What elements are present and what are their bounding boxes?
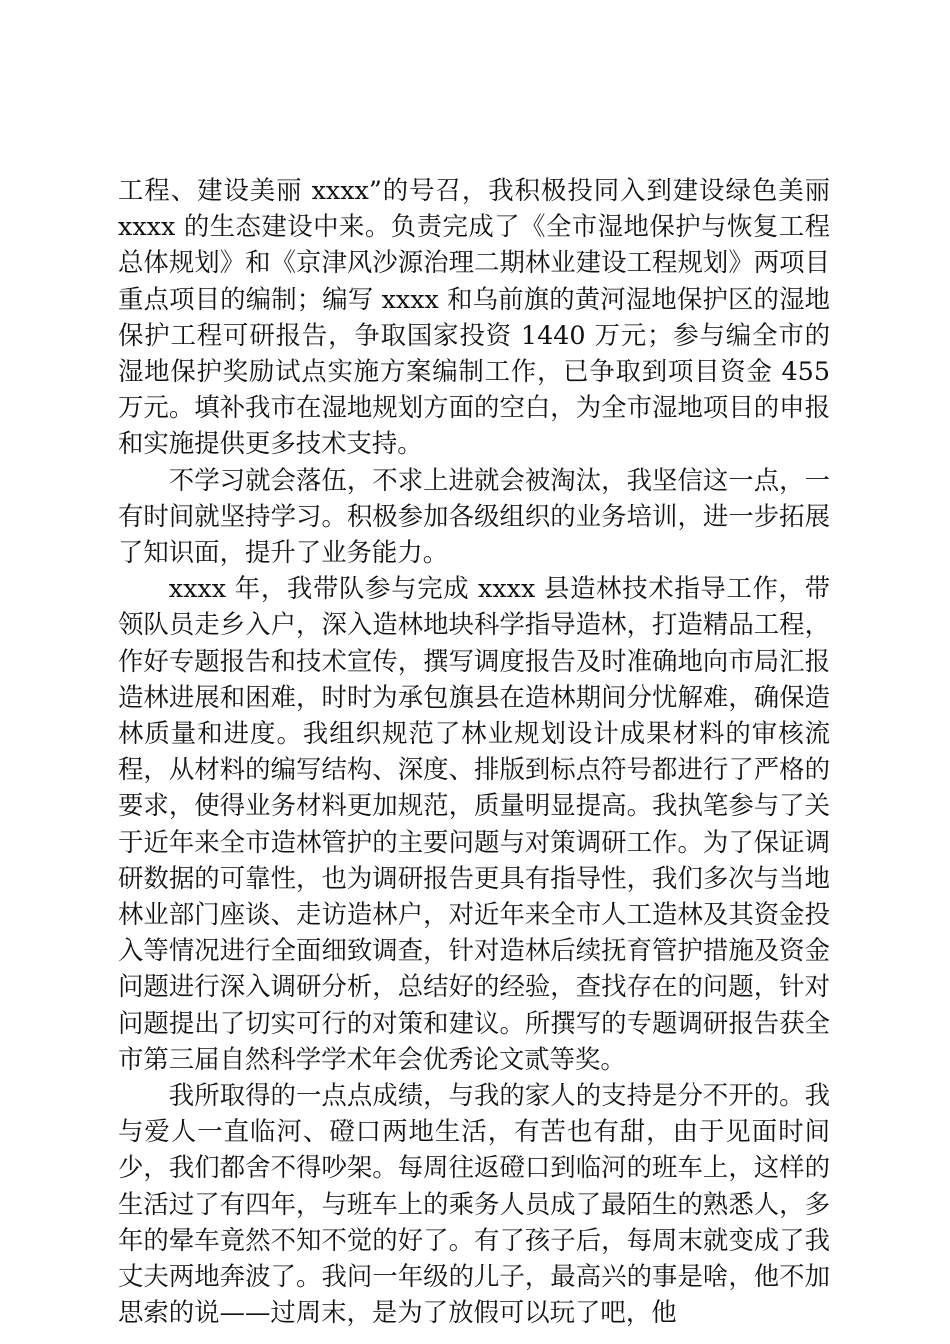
- paragraph-family-support: 我所取得的一点点成绩，与我的家人的支持是分不开的。我与爱人一直临河、磴口两地生活，有苦也有甜，由于见面时间少，我们都舍不得吵架。每周往返磴口到临河的班车上，这样的生活过了有四年，与班车上的乘务人员成了最陌生的熟悉人，多年的晕车竟然不知不觉的好了。有了孩子后，每周末就变成了我丈夫两地奔波了。我问一年级的儿子，最高兴的事是啥，他不加思索的说——过周末，是为了放假可以玩了吧，他: [118, 1080, 830, 1328]
- paragraph-wetland-projects: 工程、建设美丽 xxxx”的号召，我积极投同入到建设绿色美丽 xxxx 的生态建设中来。负责完成了《全市湿地保护与恢复工程总体规划》和《京津风沙源治理二期林业建设工程规划》两项目重点项目的编制；编写 xxxx 和乌前旗的黄河湿地保护区的湿地保护工程可研报告，争取国家投资 1440 万元；参与编全市的湿地保护奖励试点实施方案编制工作，已争取到项目资金 455 万元。填补我市在湿地规划方面的空白，为全市湿地项目的申报和实施提供更多技术支持。: [118, 175, 830, 459]
- document-body: [118, 172, 830, 1331]
- paragraph-learning: 不学习就会落伍，不求上进就会被淘汰，我坚信这一点，一有时间就坚持学习。积极参加各级组织的业务培训，进一步拓展了知识面，提升了业务能力。: [118, 464, 830, 568]
- paragraph-afforestation-work: xxxx 年，我带队参与完成 xxxx 县造林技术指导工作，带领队员走乡入户，深入造林地块科学指导造林，打造精品工程，作好专题报告和技术宣传，撰写调度报告及时准确地向市局汇报造林进展和困难，时时为承包旗县在造林期间分忧解难，确保造林质量和进度。我组织规范了林业规划设计成果材料的审核流程，从材料的编写结构、深度、排版到标点符号都进行了严格的要求，使得业务材料更加规范，质量明显提高。我执笔参与了关于近年来全市造林管护的主要问题与对策调研工作。为了保证调研数据的可靠性，也为调研报告更具有指导性，我们多次与当地林业部门座谈、走访造林户，对近年来全市人工造林及其资金投入等情况进行全面细致调查，针对造林后续抚育管护措施及资金问题进行深入调研分析，总结好的经验，查找存在的问题，针对问题提出了切实可行的对策和建议。所撰写的专题调研报告获全市第三届自然科学学术年会优秀论文贰等奖。: [118, 573, 830, 1074]
